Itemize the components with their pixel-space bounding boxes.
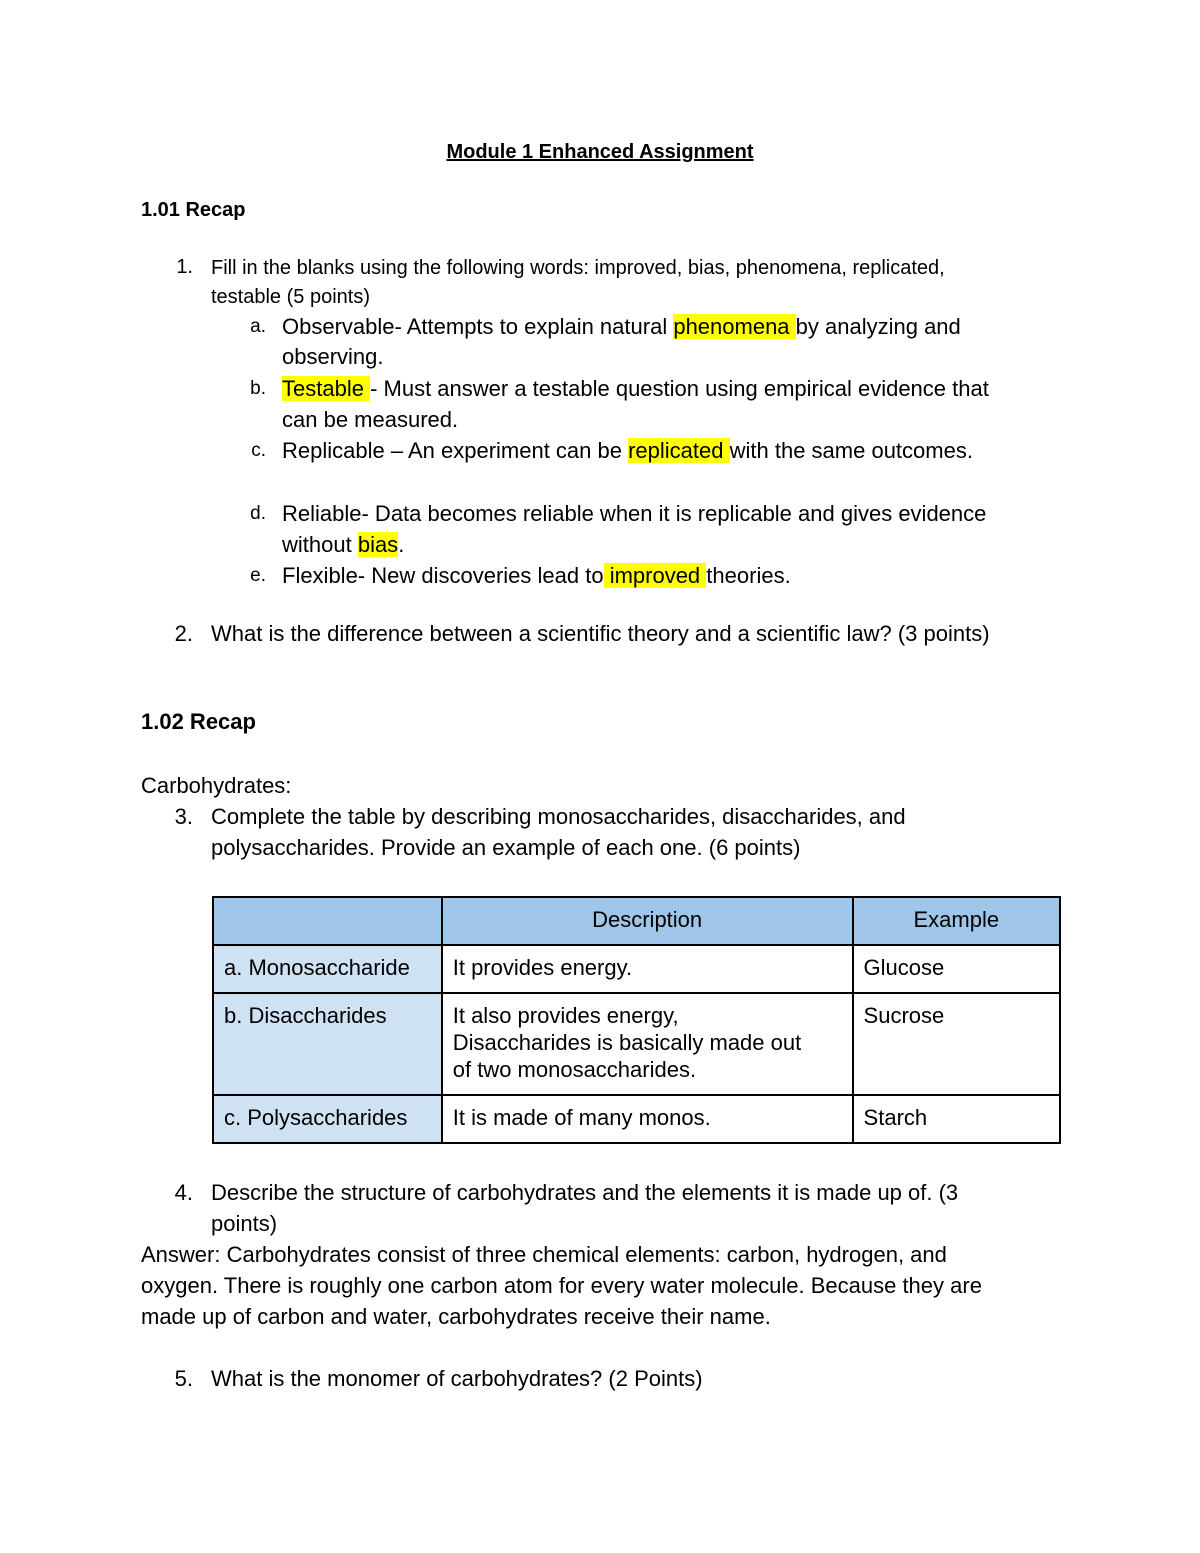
question-number-4: 4. [174, 1180, 193, 1205]
question-number-2: 2. [174, 621, 193, 646]
item-c-text: Replicable – An experiment can be [282, 438, 629, 463]
page-title: Module 1 Enhanced Assignment [446, 141, 754, 163]
question-2-text: What is the difference between a scientific theory and a scientific law? (3 points) [211, 621, 990, 646]
table-cell-description: It is made of many monos. [442, 1095, 853, 1143]
item-e-text: Flexible- New discoveries lead to [282, 563, 604, 588]
item-d-text: without [282, 532, 358, 557]
answer-highlight-phenomena: phenomena [673, 314, 796, 339]
item-a-letter: a. [250, 316, 266, 337]
item-b-letter: b. [250, 378, 266, 399]
item-e-text-after: theories. [706, 563, 791, 588]
answer-highlight-replicated: replicated [628, 438, 730, 463]
question-1-text-line1: Fill in the blanks using the following words: improved, bias, phenomena, replicated, [211, 257, 945, 279]
answer-highlight-improved: improved [603, 563, 707, 588]
question-number-3: 3. [174, 804, 193, 829]
question-4-line1: Describe the structure of carbohydrates and the elements it is made up of. (3 [211, 1180, 959, 1205]
table-header-cell [213, 897, 442, 945]
item-a-line2: observing. [282, 344, 384, 369]
section-heading-1-02: 1.02 Recap [141, 709, 256, 734]
table-header-cell: Example [853, 897, 1060, 945]
question-4-line2: points) [211, 1211, 278, 1236]
table-row [213, 1095, 1060, 1143]
item-d-text-after: . [398, 532, 405, 557]
item-a-text: Observable- Attempts to explain natural [282, 314, 674, 339]
description-line: It also provides energy, [452, 1003, 679, 1028]
table-cell-example: Sucrose [853, 993, 1060, 1095]
item-b-line1 [282, 373, 989, 404]
table-cell-example: Glucose [853, 945, 1060, 993]
answer-highlight-bias: bias [357, 532, 399, 557]
description-line: of two monosaccharides. [452, 1057, 697, 1082]
description-line: Disaccharides is basically made out [452, 1030, 802, 1055]
item-e-line1 [282, 560, 791, 591]
item-d-line1: Reliable- Data becomes reliable when it is replicable and gives evidence [282, 501, 987, 526]
question-number-1: 1. [176, 256, 193, 278]
table-row [213, 993, 1060, 1095]
table-row [213, 945, 1060, 993]
table-header-row [213, 897, 1060, 945]
item-c-letter: c. [251, 440, 266, 461]
answer-highlight-testable: Testable [282, 376, 371, 401]
table-cell-example: Starch [853, 1095, 1060, 1143]
section-heading-1-01: 1.01 Recap [141, 199, 246, 221]
table-row-label: a. Monosaccharide [213, 945, 442, 993]
item-c-line1 [282, 435, 973, 466]
item-e-letter: e. [250, 565, 266, 586]
answer-line: made up of carbon and water, carbohydrates receive their name. [141, 1304, 771, 1329]
question-5-text: What is the monomer of carbohydrates? (2 Points) [211, 1366, 703, 1391]
item-c-text-after: with the same outcomes. [729, 438, 973, 463]
table-header-cell: Description [442, 897, 853, 945]
carbohydrates-table [212, 896, 1061, 1144]
item-d-letter: d. [250, 503, 266, 524]
item-d-line2 [282, 529, 404, 560]
answer-line: oxygen. There is roughly one carbon atom for every water molecule. Because they are [141, 1273, 982, 1298]
carbohydrates-subheading: Carbohydrates: [141, 773, 292, 798]
table-cell-description [442, 993, 853, 1095]
question-1-text-line2: testable (5 points) [211, 286, 370, 308]
question-3-line2: polysaccharides. Provide an example of each one. (6 points) [211, 835, 801, 860]
item-a-text-after: by analyzing and [795, 314, 961, 339]
question-3-line1: Complete the table by describing monosaccharides, disaccharides, and [211, 804, 906, 829]
item-a-line1 [282, 311, 961, 342]
table-row-label: c. Polysaccharides [213, 1095, 442, 1143]
table-row-label: b. Disaccharides [213, 993, 442, 1095]
question-number-5: 5. [174, 1366, 193, 1391]
answer-line: Answer: Carbohydrates consist of three chemical elements: carbon, hydrogen, and [141, 1242, 947, 1267]
table-cell-description: It provides energy. [442, 945, 853, 993]
item-b-line2: can be measured. [282, 407, 459, 432]
item-b-text: - Must answer a testable question using empirical evidence that [370, 376, 989, 401]
